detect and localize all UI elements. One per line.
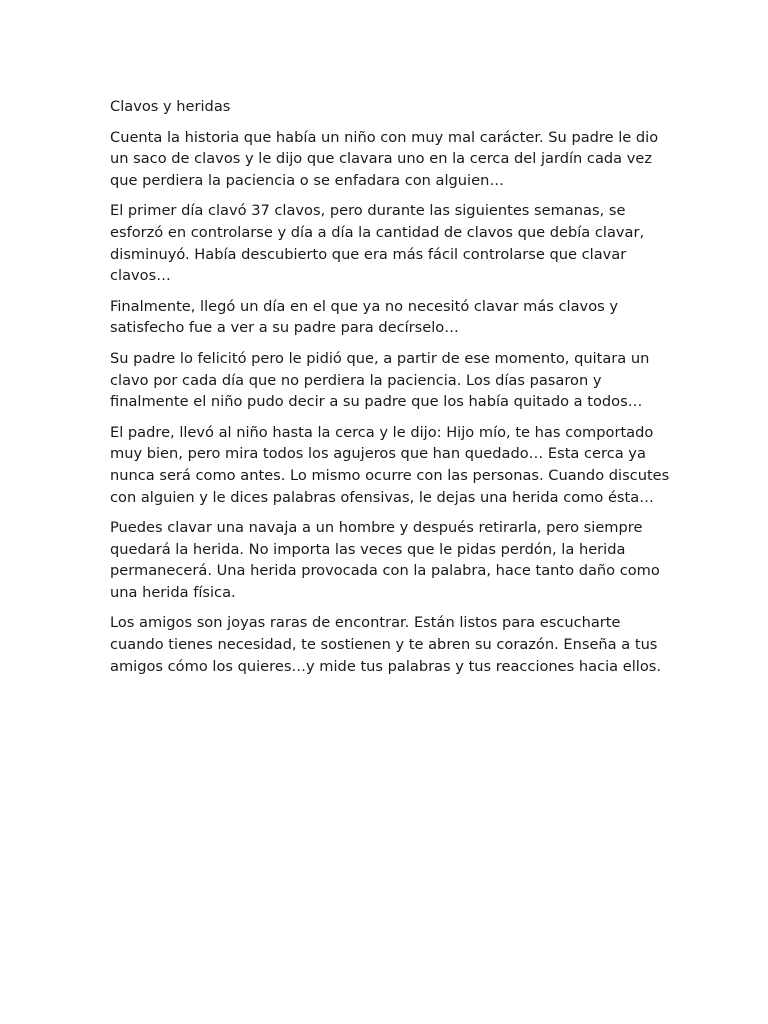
paragraph-4: Su padre lo felicitó pero le pidió que, a partir de ese momento, quitara un clavo por cada día que no perdiera la paciencia. Los días pasaron y finalmente el niño pudo decir a su padre que los había quitado a todos… bbox=[110, 349, 650, 411]
paragraph-2: El primer día clavó 37 clavos, pero durante las siguientes semanas, se esforzó en controlarse y día a día la cantidad de clavos que debía clavar, disminuyó. Había descubierto que era más fácil controlarse que clavar clavos… bbox=[110, 202, 645, 285]
paragraph-1: Cuenta la historia que había un niño con muy mal carácter. Su padre le dio un saco de clavos y le dijo que clavara uno en la cerca del jardín cada vez que perdiera la paciencia o se enfadara con alguien… bbox=[110, 128, 659, 189]
paragraph-6: Puedes clavar una navaja a un hombre y después retirarla, pero siempre quedará la herida. No importa las veces que le pidas perdón, la herida permanecerá. Una herida provocada con la palabra, hace tanto daño como una herida física. bbox=[110, 519, 660, 601]
paragraph-5: El padre, llevó al niño hasta la cerca y le dijo: Hijo mío, te has comportado muy bien, pero mira todos los agujeros que han quedado… Esta cerca ya nunca será como antes. Lo mismo ocurre con las personas. Cuando discutes con alguien y le dices palabras ofensivas, le dejas una herida como ésta… bbox=[110, 423, 670, 506]
document-title: Clavos y heridas bbox=[110, 98, 231, 115]
paragraph-7: Los amigos son joyas raras de encontrar. Están listos para escucharte cuando tienes necesidad, te sostienen y te abren su corazón. Enseña a tus amigos cómo los quieres…y mide tus palabras y tus reacciones hacia ellos. bbox=[110, 614, 662, 675]
document-body bbox=[110, 96, 670, 686]
paragraph-3: Finalmente, llegó un día en el que ya no necesitó clavar más clavos y satisfecho fue a ver a su padre para decírselo… bbox=[110, 297, 619, 337]
